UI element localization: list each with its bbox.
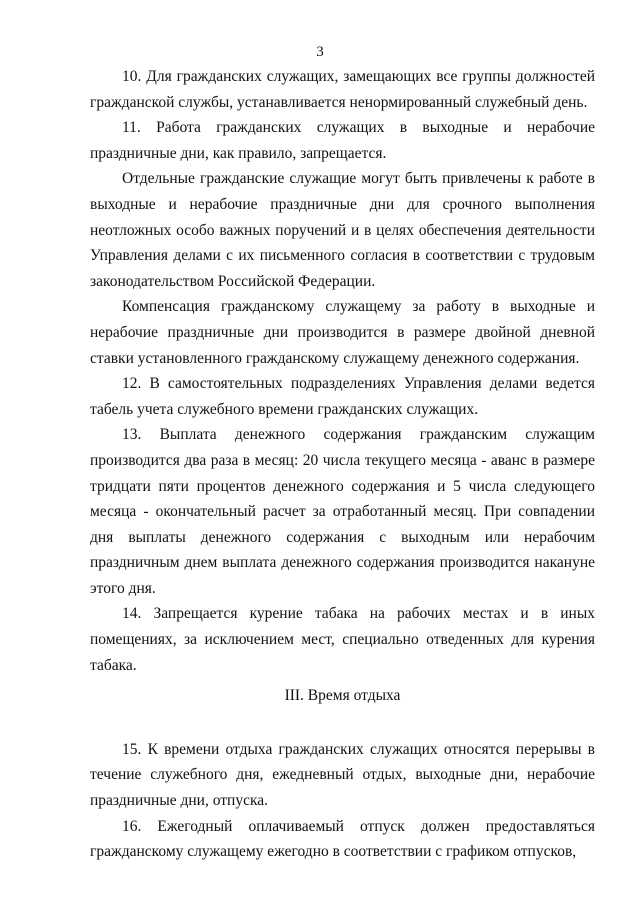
section-heading: III. Время отдыха	[284, 687, 401, 705]
paragraph-10: 10. Для гражданских служащих, замещающих все группы должностей гражданской службы, устанавливается ненормированный служебный день.	[90, 68, 595, 111]
paragraph-15: 15. К времени отдыха гражданских служащих относятся перерывы в течение служебного дня, ежедневный отдых, выходные дни, нерабочие праздничные дни, отпуска.	[90, 740, 595, 810]
document-body	[90, 64, 595, 865]
paragraph-11-involvement: Отдельные гражданские служащие могут быть привлечены к работе в выходные и нерабочие праздничные дни для срочного выполнения неотложных особо важных поручений и в целях обеспечения деятельности Управления делами с их письменного согласия в соответствии с трудовым законодательством Российской Федерации.	[90, 170, 595, 290]
paragraph-12: 12. В самостоятельных подразделениях Управления делами ведется табель учета служебного времени гражданских служащих.	[90, 375, 595, 418]
paragraph-13: 13. Выплата денежного содержания гражданским служащим производится два раза в месяц: 20 числа текущего месяца - аванс в размере тридцати пяти процентов денежного содержания и 5 числа следующего месяца - окончательный расчет за отработанный месяц. При совпадении дня выплаты денежного содержания с выходным или нерабочим праздничным днем выплата денежного содержания производится накануне этого дня.	[90, 426, 595, 597]
paragraph-14: 14. Запрещается курение табака на рабочих местах и в иных помещениях, за исключением мест, специально отведенных для курения табака.	[90, 605, 595, 674]
paragraph-11-compensation: Компенсация гражданскому служащему за работу в выходные и нерабочие праздничные дни производится в размере двойной дневной ставки установленного гражданскому служащему денежного содержания.	[90, 298, 595, 367]
paragraph-11: 11. Работа гражданских служащих в выходные и нерабочие праздничные дни, как правило, запрещается.	[90, 119, 595, 162]
paragraph-16: 16. Ежегодный оплачиваемый отпуск должен предоставляться гражданскому служащему ежегодно в соответствии с графиком отпусков,	[90, 817, 595, 861]
page-number: 3	[316, 44, 324, 60]
